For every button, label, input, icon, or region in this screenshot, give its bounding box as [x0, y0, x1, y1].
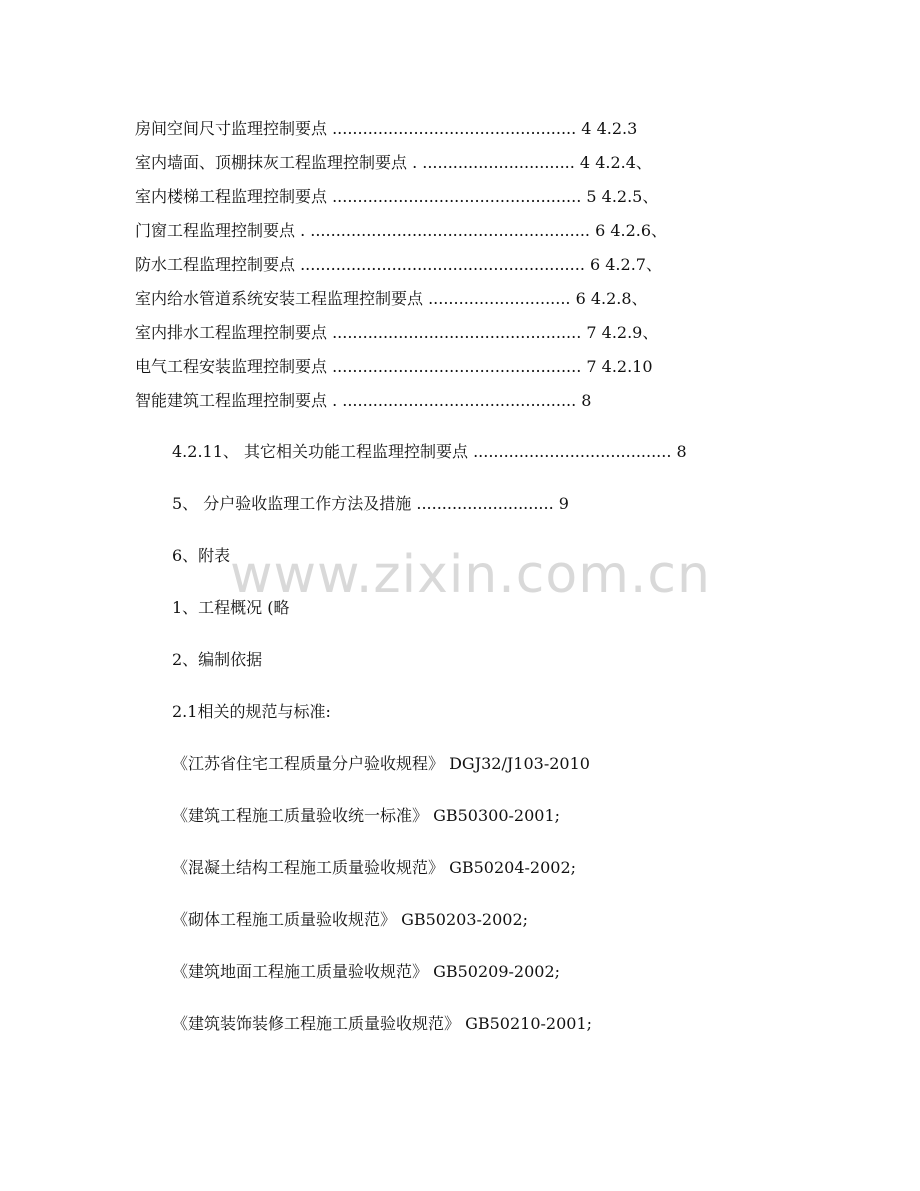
toc-line: 门窗工程监理控制要点 . ....................................................... 6 4.2.6、 [135, 221, 668, 240]
standard-reference: 《建筑工程施工质量验收统一标准》 GB50300-2001; [172, 806, 561, 825]
section-heading: 1、工程概况 (略 [172, 598, 290, 617]
toc-line: 防水工程监理控制要点 ........................................................ 6 4.2.7、 [135, 255, 662, 274]
section-heading: 2、编制依据 [172, 650, 263, 669]
standard-reference: 《砌体工程施工质量验收规范》 GB50203-2002; [172, 910, 529, 929]
toc-line: 房间空间尺寸监理控制要点 ................................................ 4 4.2.3 [135, 119, 638, 138]
toc-line: 4.2.11、 其它相关功能工程监理控制要点 ....................................... 8 [172, 442, 687, 461]
toc-line: 室内排水工程监理控制要点 ................................................. 7 4.2.9、 [135, 323, 659, 342]
toc-line: 电气工程安装监理控制要点 ................................................. 7 4.2.10 [135, 357, 653, 376]
subsection-heading: 2.1相关的规范与标准: [172, 702, 331, 721]
toc-line: 室内给水管道系统安装工程监理控制要点 ............................ 6 4.2.8、 [135, 289, 648, 308]
watermark: www.zixin.com.cn [230, 545, 711, 605]
standard-reference: 《建筑地面工程施工质量验收规范》 GB50209-2002; [172, 962, 561, 981]
toc-line: 智能建筑工程监理控制要点 . .............................................. 8 [135, 391, 592, 410]
standard-reference: 《建筑装饰装修工程施工质量验收规范》 GB50210-2001; [172, 1014, 593, 1033]
toc-line: 室内墙面、顶棚抹灰工程监理控制要点 . .............................. 4 4.2.4、 [135, 153, 652, 172]
toc-line: 5、 分户验收监理工作方法及措施 ........................... 9 [172, 494, 569, 513]
toc-line: 室内楼梯工程监理控制要点 ................................................. 5 4.2.5、 [135, 187, 659, 206]
section-heading: 6、附表 [172, 546, 231, 565]
standard-reference: 《混凝土结构工程施工质量验收规范》 GB50204-2002; [172, 858, 577, 877]
standard-reference: 《江苏省住宅工程质量分户验收规程》 DGJ32/J103-2010 [172, 754, 590, 773]
